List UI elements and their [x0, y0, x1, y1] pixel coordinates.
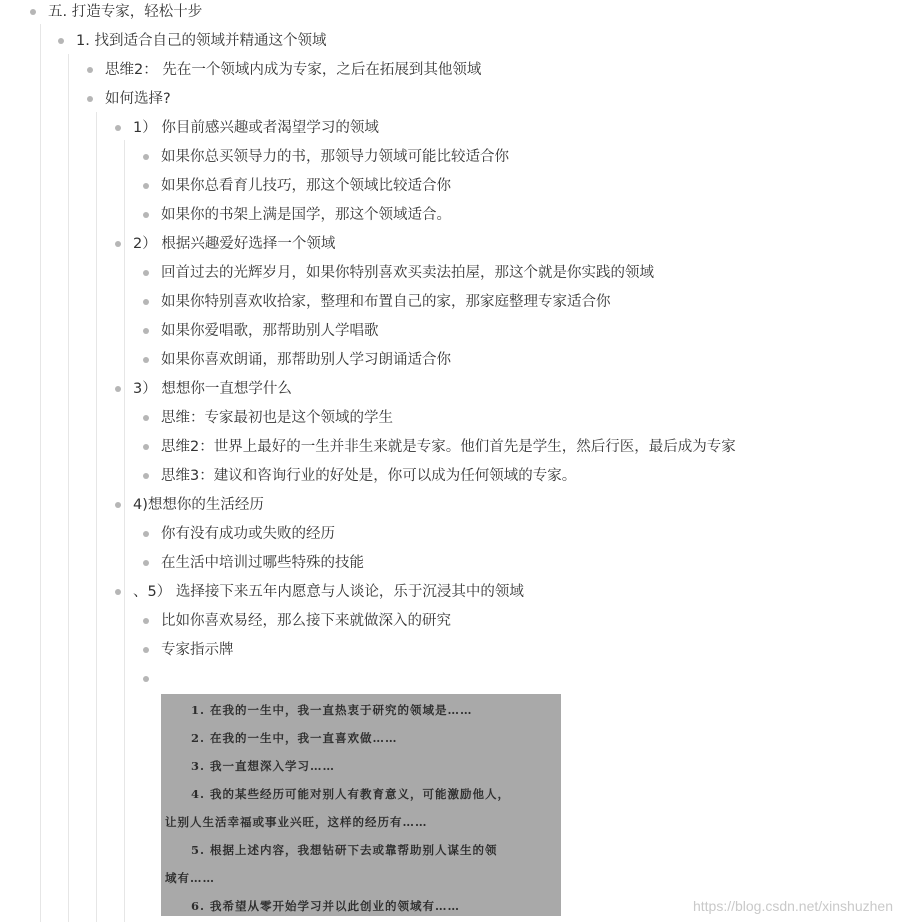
list-item-label: 如果你总看育儿技巧，那这个领域比较适合你 [161, 178, 451, 194]
bullet-icon [143, 328, 149, 334]
list-item-label: 思维：专家最初也是这个领域的学生 [161, 410, 393, 426]
bullet-icon [143, 270, 149, 276]
bullet-icon [143, 473, 149, 479]
scan-text-line: 3. 我一直想深入学习…… [191, 759, 336, 773]
bullet-icon [115, 502, 121, 508]
list-item-label: 比如你喜欢易经，那么接下来就做深入的研究 [161, 613, 451, 629]
bullet-icon [143, 444, 149, 450]
scan-text-line: 4. 我的某些经历可能对别人有教育意义，可能激励他人， [191, 787, 511, 801]
list-item-label: 、5） 选择接下来五年内愿意与人谈论，乐于沉浸其中的领域 [133, 584, 524, 600]
list-item-label: 1. 找到适合自己的领域并精通这个领域 [76, 33, 327, 49]
scan-text-line: 2. 在我的一生中，我一直喜欢做…… [191, 731, 398, 745]
list-item-label: 你有没有成功或失败的经历 [161, 526, 335, 542]
list-item-label: 在生活中培训过哪些特殊的技能 [161, 555, 364, 571]
list-item-label: 思维2：世界上最好的一生并非生来就是专家。他们首先是学生，然后行医，最后成为专家 [161, 439, 736, 455]
bullet-icon [143, 676, 149, 682]
list-item-label: 1） 你目前感兴趣或者渴望学习的领域 [133, 120, 379, 136]
list-item-label: 如果你喜欢朗诵，那帮助别人学习朗诵适合你 [161, 352, 451, 368]
bullet-icon [143, 154, 149, 160]
indent-guide [68, 54, 69, 922]
scan-text-line: 让别人生活幸福或事业兴旺，这样的经历有…… [165, 815, 428, 829]
bullet-icon [143, 183, 149, 189]
bullet-icon [143, 415, 149, 421]
bullet-icon [143, 212, 149, 218]
watermark: https://blog.csdn.net/xinshuzhen [692, 898, 893, 914]
list-item-label: 2） 根据兴趣爱好选择一个领域 [133, 236, 336, 252]
bullet-icon [115, 386, 121, 392]
indent-guide [40, 24, 41, 922]
scan-text-line: 6. 我希望从零开始学习并以此创业的领域有…… [191, 899, 461, 913]
bullet-icon [143, 299, 149, 305]
bullet-icon [58, 38, 64, 44]
list-item-label: 专家指示牌 [161, 642, 234, 658]
indent-guide [124, 140, 125, 922]
scanned-page-image [161, 694, 561, 916]
bullet-icon [87, 96, 93, 102]
list-item-label: 如果你特别喜欢收拾家，整理和布置自己的家，那家庭整理专家适合你 [161, 294, 611, 310]
list-item-label: 如果你爱唱歌，那帮助别人学唱歌 [161, 323, 379, 339]
list-item-label: 4)想想你的生活经历 [133, 497, 264, 513]
list-item-label: 如果你的书架上满是国学，那这个领域适合。 [161, 207, 451, 223]
bullet-icon [115, 125, 121, 131]
indent-guide [96, 112, 97, 922]
section-heading: 五. 打造专家，轻松十步 [48, 4, 203, 20]
list-item-label: 思维3：建议和咨询行业的好处是，你可以成为任何领域的专家。 [161, 468, 577, 484]
scan-text-line: 1. 在我的一生中，我一直热衷于研究的领域是…… [191, 703, 473, 717]
bullet-icon [143, 618, 149, 624]
bullet-icon [87, 67, 93, 73]
bullet-icon [30, 9, 36, 15]
bullet-icon [143, 357, 149, 363]
scan-text-line: 域有…… [165, 871, 215, 885]
scan-text-line: 5. 根据上述内容，我想钻研下去或靠帮助别人谋生的领 [191, 843, 498, 857]
list-item-label: 如何选择? [105, 91, 171, 107]
list-item-label: 思维2： 先在一个领域内成为专家，之后在拓展到其他领域 [105, 62, 482, 78]
list-item-label: 回首过去的光辉岁月，如果你特别喜欢买卖法拍屋，那这个就是你实践的领域 [161, 265, 654, 281]
list-item-label: 3） 想想你一直想学什么 [133, 381, 292, 397]
bullet-icon [115, 241, 121, 247]
bullet-icon [143, 531, 149, 537]
bullet-icon [143, 647, 149, 653]
list-item-label: 如果你总买领导力的书，那领导力领域可能比较适合你 [161, 149, 509, 165]
bullet-icon [115, 589, 121, 595]
bullet-icon [143, 560, 149, 566]
